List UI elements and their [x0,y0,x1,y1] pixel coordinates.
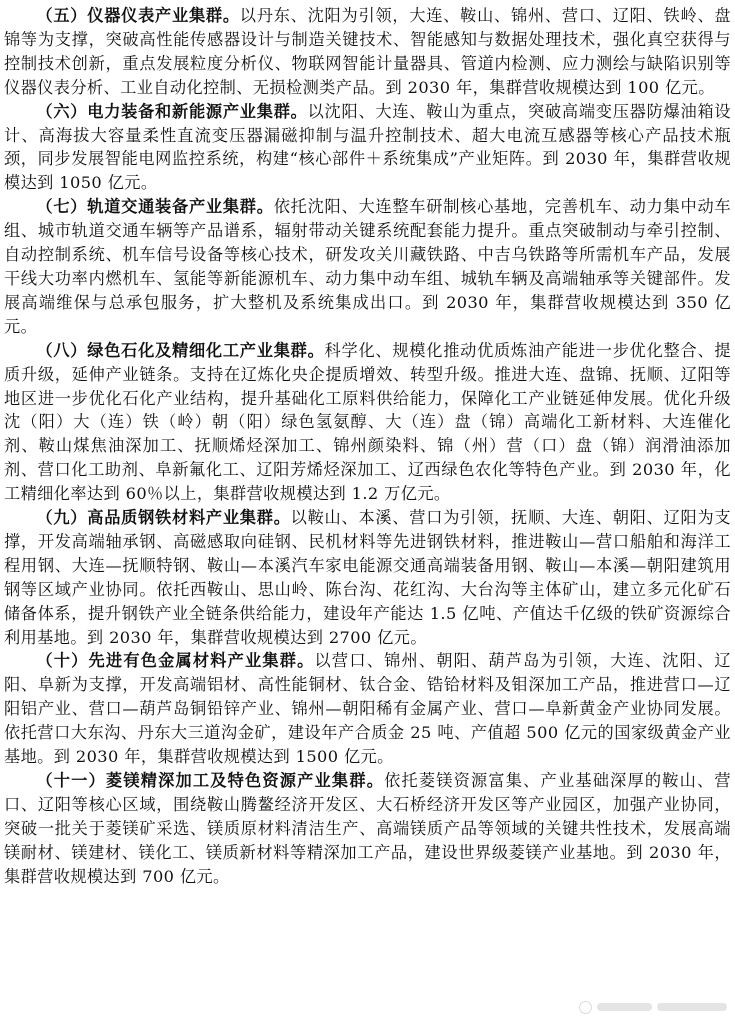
paragraph-text: 依托菱镁资源富集、产业基础深厚的鞍山、营口、辽阳等核心区域，围绕鞍山腾鳌经济开发区、大石桥经济开发区等产业园区，加强产业协同，突破一批关于菱镁矿采选、镁质原材料清洁生产、高端镁质产品等领域的关键共性技术，发展高端镁耐材、镁建材、镁化工、镁质新材料等精深加工产品，建设世界级菱镁产业基地。到 2030 年，集群营收规模达到 700 亿元。 [4,771,731,886]
paragraph-text: 科学化、规模化推动优质炼油产能进一步优化整合、提质升级，延伸产业链条。支持在辽炼化央企提质增效、转型升级。推进大连、盘锦、抚顺、辽阳等地区进一步优化石化产业结构，提升基础化工原料供给能力，保障化工产业链延伸发展。优化升级沈（阳）大（连）铁（岭）朝（阳）绿色氢氨醇、大（连）盘（锦）高端化工新材料、大连催化剂、鞍山煤焦油深加工、抚顺烯烃深加工、锦州颜染料、锦（州）营（口）盘（锦）润滑油添加剂、营口化工助剂、阜新氟化工、辽阳芳烯烃深加工、辽西绿色农化等特色产业。到 2030 年，化工精细化率达到 60％以上，集群营收规模达到 1.2 万亿元。 [4,340,731,504]
paragraph-nonferrous [4,649,731,769]
paragraph-heading: （六）电力装备和新能源产业集群。 [36,101,308,121]
paragraph-heading: （十一）菱镁精深加工及特色资源产业集群。 [36,771,385,790]
paragraph-instruments [4,4,731,100]
paragraph-heading: （九）高品质钢铁材料产业集群。 [36,508,291,528]
watermark-logo-icon [579,1001,592,1014]
paragraph-heading: （七）轨道交通装备产业集群。 [36,197,274,217]
paragraph-text: 以鞍山、本溪、营口为引领，抚顺、大连、朝阳、辽阳为支撑，开发高端轴承钢、高磁感取向硅钢、民机材料等先进钢铁材料，推进鞍山—营口船舶和海洋工程用钢、大连—抚顺特钢、鞍山—本溪汽车家电能源交通高端装备用钢、鞍山—本溪—朝阳建筑用钢等区域产业协同。依托西鞍山、思山岭、陈台沟、花红沟、大台沟等主体矿山，建立多元化矿石储备体系，提升钢铁产业全链条供给能力，建设年产能达 1.5 亿吨、产值达千亿级的铁矿资源综合利用基地。到 2030 年，集群营收规模达到 2700 亿元。 [4,508,731,647]
paragraph-text: 依托沈阳、大连整车研制核心基地，完善机车、动力集中动车组、城市轨道交通车辆等产品谱系，辐射带动关键系统配套能力提升。重点突破制动与牵引控制、自动控制系统、机车信号设备等核心技术，研发攻关川藏铁路、中吉乌铁路等所需机车产品，发展干线大功率内燃机车、氢能等新能源机车、动力集中动车组、城轨车辆及高端轴承等关键部件。发展高端维保与总承包服务，扩大整机及系统集成出口。到 2030 年，集群营收规模达到 350 亿元。 [4,197,731,336]
paragraph-text: 以丹东、沈阳为引领，大连、鞍山、锦州、营口、辽阳、铁岭、盘锦等为支撑，突破高性能传感器设计与制造关键技术、智能感知与数据处理技术，强化真空获得与控制技术创新，重点发展粒度分析仪、物联网智能计量器具、管道内检测、应力测绘与缺陷识别等仪器仪表分析、工业自动化控制、无损检测类产品。到 2030 年，集群营收规模达到 100 亿元。 [4,6,731,97]
paragraph-rail-transit [4,195,731,338]
paragraph-heading: （八）绿色石化及精细化工产业集群。 [36,340,325,360]
paragraph-magnesite [4,769,731,889]
document-body [4,4,731,1016]
paragraph-petrochemical [4,339,731,506]
paragraph-power-equipment [4,100,731,196]
watermark-mark [657,1003,727,1011]
paragraph-steel [4,506,731,649]
paragraph-text: 以营口、锦州、朝阳、葫芦岛为引领，大连、沈阳、辽阳、阜新为支撑，开发高端铝材、高性能铜材、钛合金、锆铪材料及钼深加工产品，推进营口—辽阳铝产业、营口—葫芦岛铜铅锌产业、锦州—朝阳稀有金属产业、营口—阜新黄金产业协同发展。依托营口大东沟、丹东大三道沟金矿，建设年产合质金 25 吨、产值超 500 亿元的国家级黄金产业基地。到 2030 年，集群营收规模达到 1500 亿元。 [4,651,731,767]
paragraph-heading: （五）仪器仪表产业集群。 [36,6,240,25]
watermark-mark [597,1003,652,1011]
paragraph-heading: （十）先进有色金属材料产业集群。 [36,651,315,671]
paragraph-text: 以沈阳、大连、鞍山为重点，突破高端变压器防爆油箱设计、高海拔大容量柔性直流变压器漏磁抑制与温升控制技术、超大电流互感器等核心产品技术瓶颈，同步发展智能电网监控系统，构建“核心部件＋系统集成”产业矩阵。到 2030 年，集群营收规模达到 1050 亿元。 [4,101,731,193]
watermark [579,998,729,1016]
